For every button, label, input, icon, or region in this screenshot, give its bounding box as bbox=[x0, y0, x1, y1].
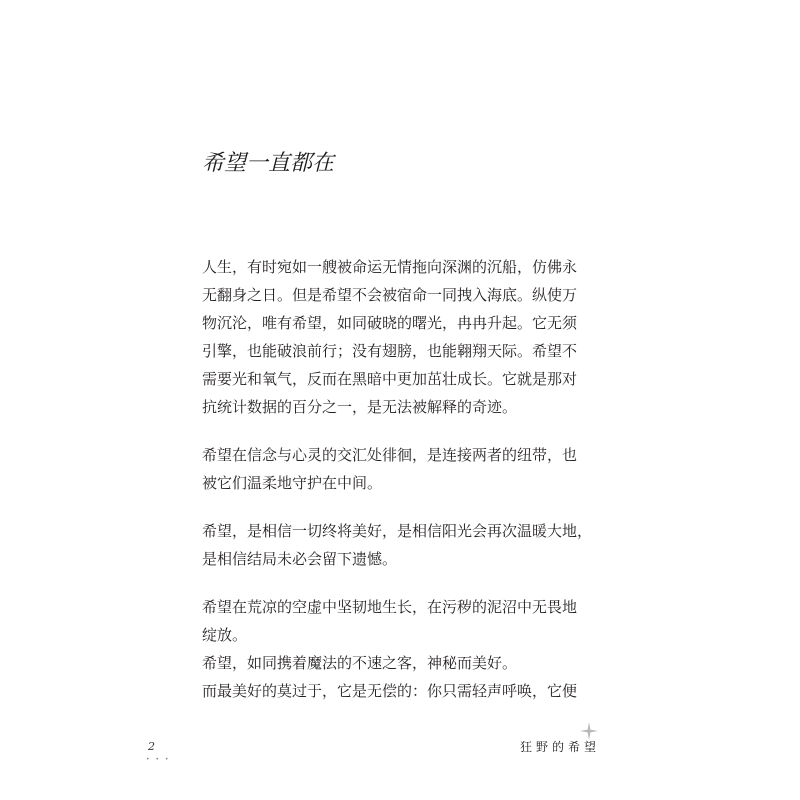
text-line: 物沉沦，唯有希望，如同破晓的曙光，冉冉升起。它无须 bbox=[202, 314, 578, 332]
text-line: 希望，如同携着魔法的不速之客，神秘而美好。 bbox=[202, 654, 518, 672]
running-title: 狂野的希望 bbox=[520, 740, 601, 754]
page-number-ornament: • • • bbox=[146, 756, 171, 763]
text-line: 需要光和氧气，反而在黑暗中更加茁壮成长。它就是那对 bbox=[202, 370, 578, 388]
text-line: 被它们温柔地守护在中间。 bbox=[202, 474, 383, 492]
paragraph-1 bbox=[202, 253, 622, 421]
text-line: 希望在荒凉的空虚中坚韧地生长，在污秽的泥沼中无畏地 bbox=[202, 598, 578, 616]
text-line: 是相信结局未必会留下遗憾。 bbox=[202, 550, 398, 568]
paragraph-3 bbox=[202, 517, 622, 573]
text-line: 人生，有时宛如一艘被命运无情拖向深渊的沉船，仿佛永 bbox=[202, 258, 578, 276]
text-line: 无翻身之日。但是希望不会被宿命一同拽入海底。纵使万 bbox=[202, 286, 578, 304]
body-text bbox=[202, 253, 622, 705]
text-line: 而最美好的莫过于，它是无偿的：你只需轻声呼唤，它便 bbox=[202, 682, 578, 700]
paragraph-4 bbox=[202, 593, 622, 705]
chapter-title: 希望一直都在 bbox=[202, 151, 335, 176]
page-number: 2 bbox=[148, 740, 155, 753]
text-line: 抗统计数据的百分之一，是无法被解释的奇迹。 bbox=[202, 398, 518, 416]
text-line: 绽放。 bbox=[202, 626, 248, 644]
text-line: 希望在信念与心灵的交汇处徘徊，是连接两者的纽带，也 bbox=[202, 446, 578, 464]
paragraph-2 bbox=[202, 441, 622, 497]
text-line: 希望，是相信一切终将美好，是相信阳光会再次温暖大地， bbox=[202, 522, 593, 540]
text-line: 引擎，也能破浪前行；没有翅膀，也能翱翔天际。希望不 bbox=[202, 342, 578, 360]
